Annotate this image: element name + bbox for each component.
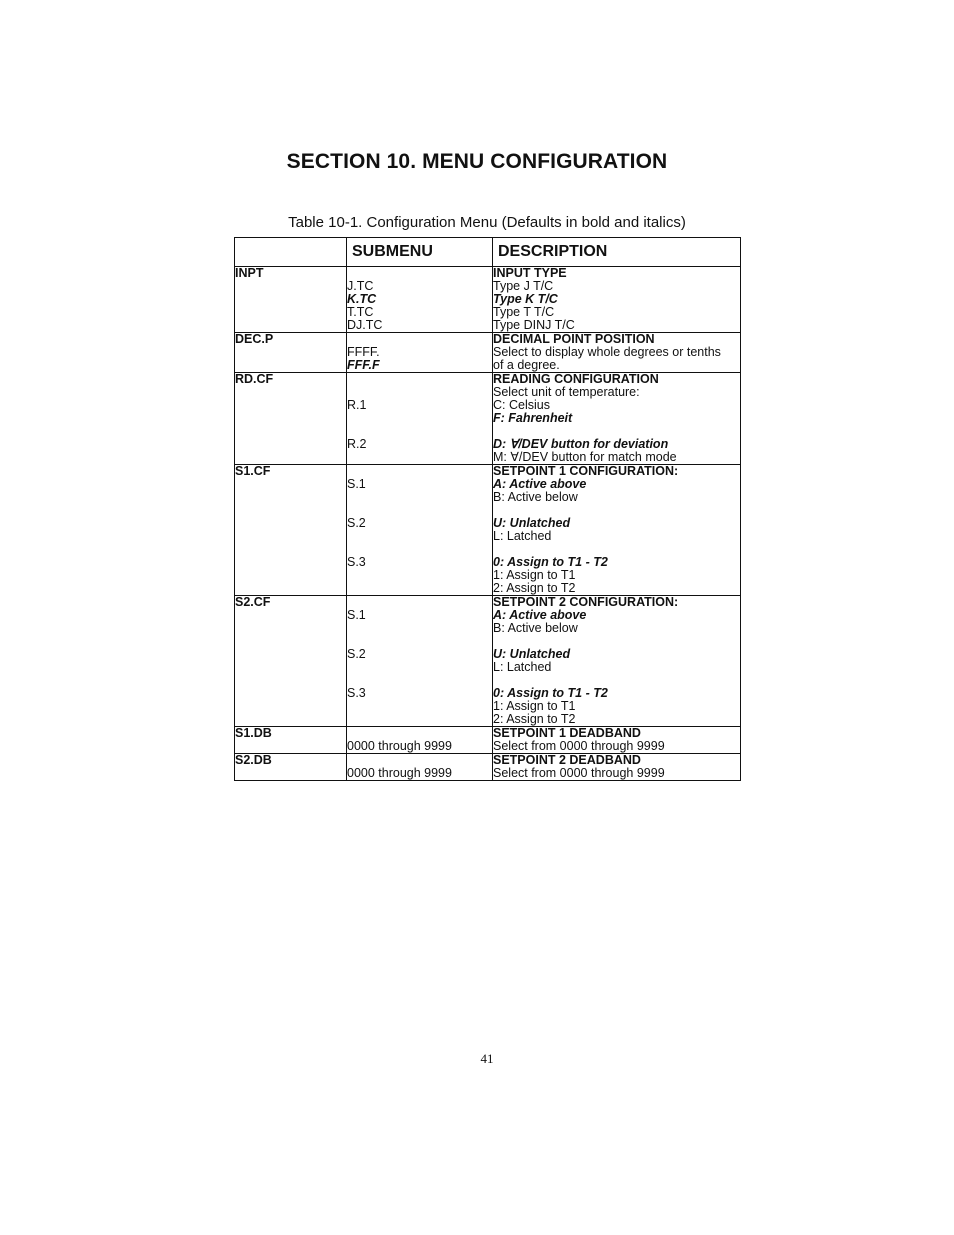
table-row [235,465,741,596]
description-line: C: Celsius [493,398,550,412]
blank-line [347,386,492,399]
description-line: M: Ɐ/DEV button for match mode [493,450,677,464]
description-line: Type J T/C [493,279,554,293]
blank-line [347,465,492,478]
menu-code-cell: DEC.P [235,333,347,373]
submenu-line: S.2 [347,516,366,530]
description-line: Type T T/C [493,305,555,319]
blank-line [347,674,492,687]
description-line: U: Unlatched [493,516,571,530]
description-line: Type K T/C [493,292,558,306]
submenu-line: S.1 [347,608,366,622]
description-line: 0: Assign to T1 - T2 [493,686,608,700]
menu-code-cell: S1.DB [235,727,347,754]
description-cell [493,465,741,596]
blank-line [347,451,492,464]
description-line: INPUT TYPE [493,266,567,280]
description-cell [493,333,741,373]
blank-line [347,530,492,543]
description-line: DECIMAL POINT POSITION [493,332,655,346]
submenu-line: FFFF. [347,345,380,359]
submenu-line: R.1 [347,398,367,412]
description-line: A: Active above [493,608,587,622]
submenu-cell [347,267,493,333]
description-line: A: Active above [493,477,587,491]
submenu-cell [347,596,493,727]
menu-code-cell: S1.CF [235,465,347,596]
blank-line [347,596,492,609]
blank-line [347,491,492,504]
description-line: READING CONFIGURATION [493,372,659,386]
blank-line [347,543,492,556]
blank-line [347,569,492,582]
submenu-line: S.2 [347,647,366,661]
configuration-menu-table [234,237,741,781]
submenu-line: 0000 through 9999 [347,739,452,753]
blank-line [347,700,492,713]
submenu-cell [347,373,493,465]
blank-line [347,373,492,386]
description-line: F: Fahrenheit [493,411,573,425]
description-line: L: Latched [493,660,552,674]
header-menu [235,238,347,267]
table-row [235,373,741,465]
description-cell [493,754,741,781]
menu-code-cell: INPT [235,267,347,333]
description-cell [493,727,741,754]
description-line: 0: Assign to T1 - T2 [493,555,608,569]
submenu-line: R.2 [347,437,367,451]
submenu-line: T.TC [347,305,374,319]
description-line: Select from 0000 through 9999 [493,739,665,753]
description-line: B: Active below [493,621,578,635]
description-line: Select unit of temperature: [493,385,640,399]
submenu-cell [347,727,493,754]
menu-code-cell: S2.DB [235,754,347,781]
description-line: 1: Assign to T1 [493,699,576,713]
table-row [235,267,741,333]
description-cell [493,267,741,333]
table-body [235,267,741,781]
header-description: DESCRIPTION [493,238,741,267]
table-caption: Table 10-1. Configuration Menu (Defaults in bold and italics) [288,214,686,231]
blank-line [347,622,492,635]
description-line: Select to display whole degrees or tenths [493,345,721,359]
description-line: SETPOINT 1 DEADBAND [493,726,641,740]
page-number: 41 [480,1051,494,1066]
blank-line [347,582,492,595]
table-row [235,727,741,754]
submenu-cell [347,754,493,781]
description-line: U: Unlatched [493,647,571,661]
description-line: 1: Assign to T1 [493,568,576,582]
description-cell [493,596,741,727]
table-header-row [235,238,741,267]
description-line: SETPOINT 2 CONFIGURATION: [493,595,679,609]
submenu-line: FFF.F [347,358,380,372]
description-line: Type DINJ T/C [493,318,575,332]
description-line: SETPOINT 2 DEADBAND [493,753,641,767]
submenu-line: DJ.TC [347,318,383,332]
submenu-line: K.TC [347,292,377,306]
description-line: 2: Assign to T2 [493,581,576,595]
description-line: SETPOINT 1 CONFIGURATION: [493,464,679,478]
submenu-line: S.1 [347,477,366,491]
table-row [235,754,741,781]
header-submenu: SUBMENU [347,238,493,267]
section-title: SECTION 10. MENU CONFIGURATION [286,150,668,173]
description-line: 2: Assign to T2 [493,712,576,726]
blank-line [347,713,492,726]
description-cell [493,373,741,465]
description-line: L: Latched [493,529,552,543]
table-row [235,333,741,373]
description-line: Select from 0000 through 9999 [493,766,665,780]
blank-line [347,504,492,517]
submenu-line: S.3 [347,686,366,700]
blank-line [347,635,492,648]
submenu-line: 0000 through 9999 [347,766,452,780]
blank-line [347,425,492,438]
description-line: D: Ɐ/DEV button for deviation [493,437,669,451]
submenu-line: S.3 [347,555,366,569]
submenu-cell [347,333,493,373]
submenu-line: J.TC [347,279,374,293]
description-line: B: Active below [493,490,578,504]
table-row [235,596,741,727]
menu-code-cell: RD.CF [235,373,347,465]
blank-line [347,661,492,674]
blank-line [347,412,492,425]
description-line: of a degree. [493,358,560,372]
submenu-cell [347,465,493,596]
menu-code-cell: S2.CF [235,596,347,727]
